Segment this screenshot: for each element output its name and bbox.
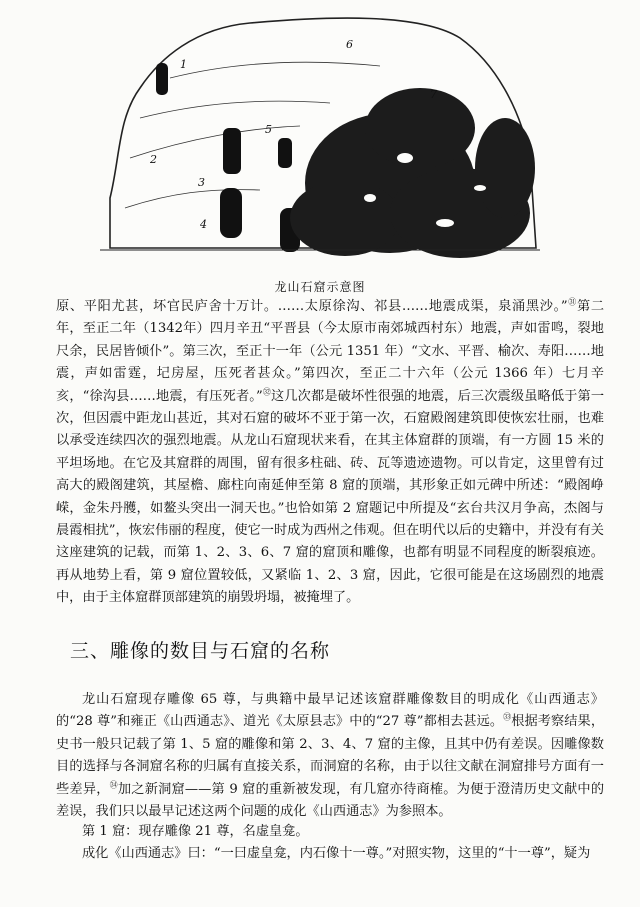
section-heading: 三、雕像的数目与石窟的名称 [70, 640, 331, 662]
cave-label-4: 4 [200, 218, 207, 231]
body-paragraph-1: 原、平阳尤甚，坏官民庐舍十万计。……太原徐沟、祁县……地震成渠，泉涌黑沙。”$^㉛$第二年，至正二年（1342年）四月辛丑“平晋县（今太原市南郊城西村东）地震，声如雷鸣，裂地尺余，民居皆倾仆”。第三次，至正十一年（公元 1351 年）“文水、平晋、榆次、寿阳……地震，声如雷霆，圮房屋，压死者甚众。”第四次，至正二十六年（公元 1366 年）七月辛亥，“徐沟县……地震，有压死者。”$^㉜$这几次都是破坏性很强的地震，后三次震级虽略低于第一次，但因震中距龙山甚近，其对石窟的破坏不亚于第一次，石窟殿阁建筑即使恢宏壮丽，也难以承受连续四次的强烈地震。从龙山石窟现状来看，在其主体窟群的顶端，有一方圆 15 米的平坦场地。在它及其窟群的周围，留有很多柱础、砖、瓦等遗迹遗物。可以肯定，这里曾有过高大的殿阁建筑，其屋檐、廊柱向南延伸至第 8 窟的顶端，其形象正如元碑中所述：“殿阁峥嵘，金朱丹雘，如鳌头突出一洞天也。”也恰如第 2 窟题记中所提及“玄台共汉月争高，杰阁与晨霞相扰”，恢宏伟丽的程度，使它一时成为西州之伟观。但在明代以后的史籍中，并没有有关这座建筑的记载，而第 1、2、3、6、7 窟的窟顶和雕像，也都有明显不同程度的断裂痕迹。再从地势上看，第 9 窟位置较低，又紧临 1、2、3 窟，因此，它很可能是在这场剧烈的地震中，由于主体窟群顶部建筑的崩毁坍塌，被掩埋了。 [56, 297, 605, 606]
body-paragraph-2: 龙山石窟现存雕像 65 尊，与典籍中最早记述该窟群雕像数目的明成化《山西通志》的“28 尊”和雍正《山西通志》、道光《太原县志》中的“27 尊”都相去甚远。$^㉝$根据考察结果，史书一般只记载了第 1、5 窟的雕像和第 2、3、4、7 窟的主像，且其中仍有差误。因雕像数目的选择与各洞窟名称的归属有直接关系，而洞窟的名称，由于以往文献在洞窟排号方面有一些差异，$^㉞$加之新洞窟——第 9 窟的重新被发现，有几窟亦待商榷。为便于澄清历史文献中的差误，我们只以最早记述这两个问题的成化《山西通志》为参照本。 [56, 692, 605, 820]
figure-caption: 龙山石窟示意图 [274, 280, 366, 294]
cave-label-2: 2 [150, 153, 157, 166]
cave-label-7: 7 [430, 88, 437, 101]
body-paragraph-3: 第 1 窟：现存雕像 21 尊，名虚皇龛。 [82, 824, 309, 839]
cave-label-6: 6 [346, 38, 353, 51]
cave-label-3: 3 [198, 176, 205, 189]
cave-label-1: 1 [180, 58, 187, 71]
body-paragraph-4: 成化《山西通志》曰：“一曰虚皇龛，内石像十一尊。”对照实物，这里的“十一尊”，疑为 [82, 846, 591, 861]
cave-illustration [100, 8, 540, 278]
cave-label-5: 5 [265, 123, 272, 136]
